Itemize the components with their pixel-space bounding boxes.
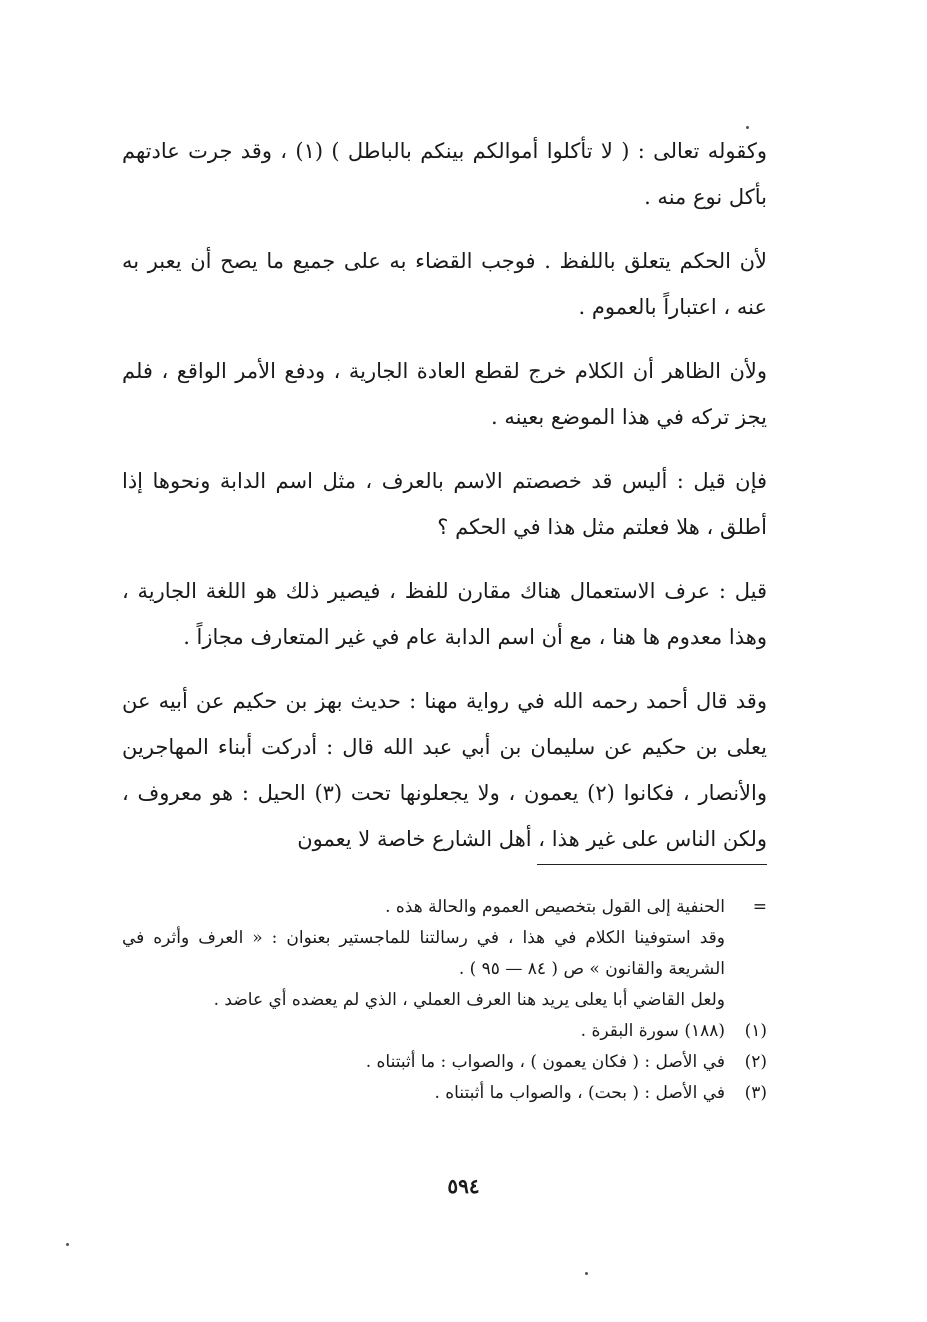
footnote-marker: (٢) <box>744 1052 767 1072</box>
footnote-text: الحنفية إلى القول بتخصيص العموم والحالة هذه . <box>385 897 725 917</box>
scan-speck <box>585 1272 588 1275</box>
paragraph: وقد قال أحمد رحمه الله في رواية مهنا : حديث بهز بن حكيم عن أبيه عن يعلى بن حكيم عن سليمان بن أبي عبد الله قال : أدركت أبناء المهاجرين والأنصار ، فكانوا (٢) يعمون ، ولا يجعلونها تحت (٣) الحيل : هو معروف ، ولكن الناس على غير هذا ، أهل الشارع خاصة لا يعمون <box>122 689 767 851</box>
footnote-marker: (٣) <box>744 1083 767 1103</box>
footnote-marker: = <box>752 897 767 917</box>
footnote-1 <box>122 1016 767 1047</box>
footnote-text: في الأصل : ( فكان يعمون ) ، والصواب : ما أثبتناه . <box>365 1052 725 1072</box>
paragraph: فإن قيل : أليس قد خصصتم الاسم بالعرف ، مثل اسم الدابة ونحوها إذا أطلق ، هلا فعلتم مثل هذا في الحكم ؟ <box>122 469 767 539</box>
scan-speck <box>746 126 749 129</box>
paragraph: لأن الحكم يتعلق باللفظ . فوجب القضاء به على جميع ما يصح أن يعبر به عنه ، اعتباراً بالعموم . <box>122 249 767 319</box>
footnote-continuation <box>122 892 767 923</box>
footnote-2 <box>122 1047 767 1078</box>
footnote-text: في الأصل : ( بحت) ، والصواب ما أثبتناه . <box>434 1083 725 1103</box>
page-number: ٥٩٤ <box>447 1174 480 1198</box>
footnote-continuation <box>122 923 767 985</box>
paragraph: وكقوله تعالى : ( لا تأكلوا أموالكم بينكم بالباطل ) (١) ، وقد جرت عادتهم بأكل نوع منه . <box>122 139 767 209</box>
scan-speck <box>66 1243 69 1246</box>
paragraph: قيل : عرف الاستعمال هناك مقارن للفظ ، فيصير ذلك هو اللغة الجارية ، وهذا معدوم ها هنا ، مع أن اسم الدابة عام في غير المتعارف مجازاً . <box>122 579 767 649</box>
paragraph: ولأن الظاهر أن الكلام خرج لقطع العادة الجارية ، ودفع الأمر الواقع ، فلم يجز تركه في هذا الموضع بعينه . <box>122 359 767 429</box>
footnote-3 <box>122 1078 767 1109</box>
main-text <box>122 128 767 880</box>
footnote-continuation <box>122 985 767 1016</box>
footnotes <box>122 892 767 1109</box>
footnote-text: (١٨٨) سورة البقرة . <box>580 1021 725 1041</box>
footnote-marker: (١) <box>744 1021 767 1041</box>
footnote-divider <box>537 864 767 865</box>
footnote-text: ولعل القاضي أبا يعلى يريد هنا العرف العملي ، الذي لم يعضده أي عاضد . <box>213 990 725 1010</box>
footnote-text: وقد استوفينا الكلام في هذا ، في رسالتنا للماجستير بعنوان : « العرف وأثره في الشريعة والقانون » ص ( ٨٤ — ٩٥ ) . <box>122 928 725 979</box>
